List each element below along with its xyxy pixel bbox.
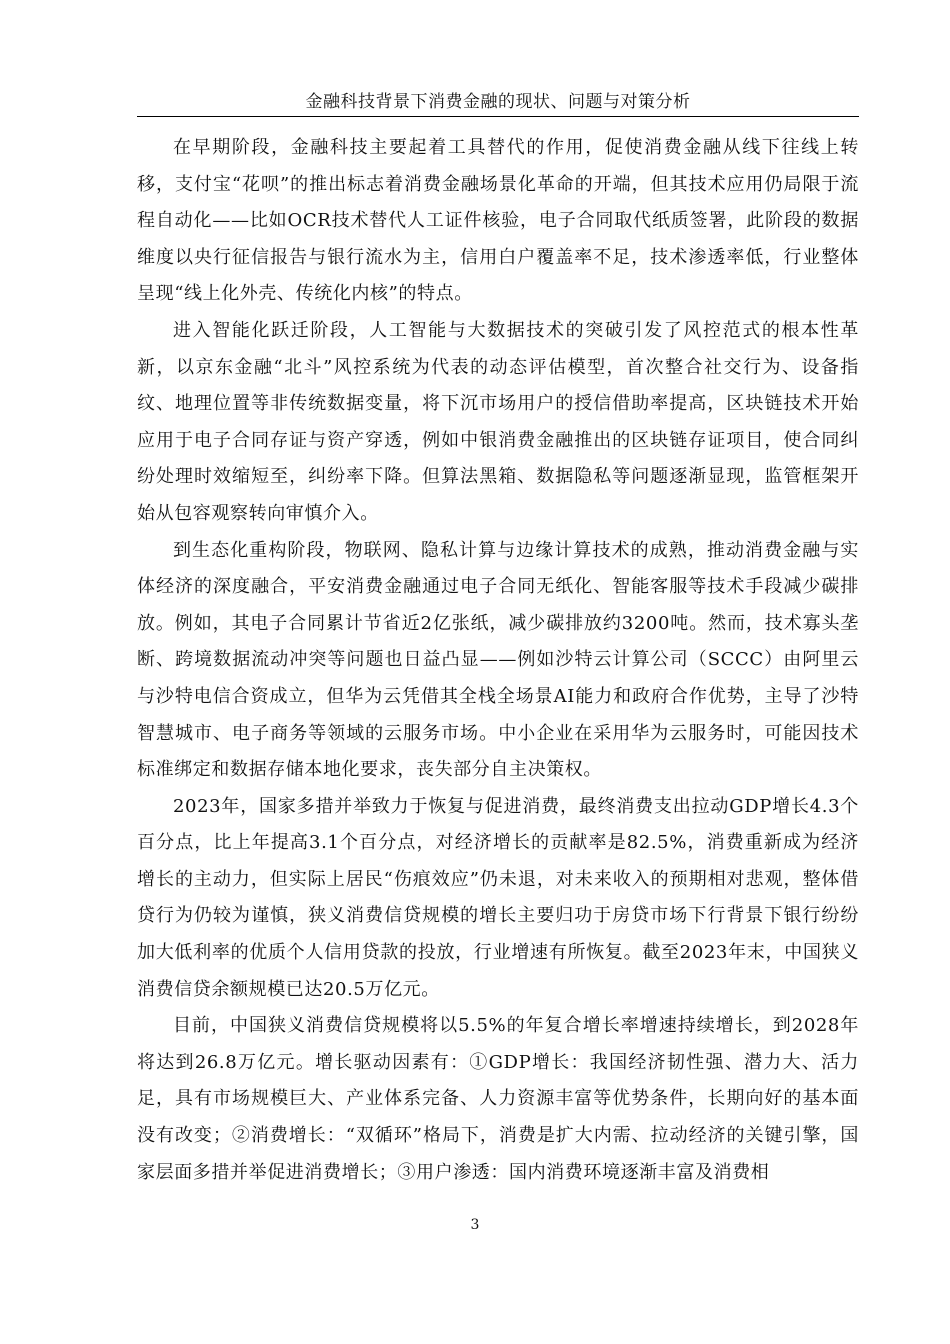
paragraph-intelligent-stage: 进入智能化跃迁阶段，人工智能与大数据技术的突破引发了风控范式的根本性革新，以京东金融“北斗”风控系统为代表的动态评估模型，首次整合社交行为、设备指纹、地理位置等非传统数据变量，将下沉市场用户的授信借助率提高，区块链技术开始应用于电子合同存证与资产穿透，例如中银消费金融推出的区块链存证项目，使合同纠纷处理时效缩短至，纠纷率下降。但算法黑箱、数据隐私等问题逐渐显现，监管框架开始从包容观察转向审慎介入。 — [137, 319, 859, 524]
header-divider — [137, 116, 859, 117]
page-number: 3 — [470, 1217, 480, 1233]
paragraph-ecosystem-stage: 到生态化重构阶段，物联网、隐私计算与边缘计算技术的成熟，推动消费金融与实体经济的深度融合，平安消费金融通过电子合同无纸化、智能客服等技术手段减少碳排放。例如，其电子合同累计节省近2亿张纸，减少碳排放约3200吨。然而，技术寡头垄断、跨境数据流动冲突等问题也日益凸显——例如沙特云计算公司（SCCC）由阿里云与沙特电信合资成立，但华为云凭借其全栈全场景AI能力和政府合作优势，主导了沙特智慧城市、电子商务等领域的云服务市场。中小企业在采用华为云服务时，可能因技术标准绑定和数据存储本地化要求，丧失部分自主决策权。 — [137, 539, 859, 781]
paragraph-2023-consumption: 2023年，国家多措并举致力于恢复与促进消费，最终消费支出拉动GDP增长4.3个百分点，比上年提高3.1个百分点，对经济增长的贡献率是82.5%，消费重新成为经济增长的主动力，但实际上居民“伤痕效应”仍未退，对未来收入的预期相对悲观，整体借贷行为仍较为谨慎，狭义消费信贷规模的增长主要归功于房贷市场下行背景下银行纷纷加大低利率的优质个人信用贷款的投放，行业增速有所恢复。截至2023年末，中国狭义消费信贷余额规模已达20.5万亿元。 — [137, 795, 859, 1000]
running-header: 金融科技背景下消费金融的现状、问题与对策分析 — [305, 92, 691, 112]
document-body — [137, 130, 859, 1191]
paragraph-growth-drivers: 目前，中国狭义消费信贷规模将以5.5%的年复合增长率增速持续增长，到2028年将达到26.8万亿元。增长驱动因素有：①GDP增长：我国经济韧性强、潜力大、活力足，具有市场规模巨大、产业体系完备、人力资源丰富等优势条件，长期向好的基本面没有改变；②消费增长：“双循环”格局下，消费是扩大内需、拉动经济的关键引擎，国家层面多措并举促进消费增长；③用户渗透：国内消费环境逐渐丰富及消费相 — [137, 1015, 859, 1183]
paragraph-early-stage: 在早期阶段，金融科技主要起着工具替代的作用，促使消费金融从线下往线上转移，支付宝“花呗”的推出标志着消费金融场景化革命的开端，但其技术应用仍局限于流程自动化——比如OCR技术替代人工证件核验，电子合同取代纸质签署，此阶段的数据维度以央行征信报告与银行流水为主，信用白户覆盖率不足，技术渗透率低，行业整体呈现“线上化外壳、传统化内核”的特点。 — [137, 137, 859, 305]
